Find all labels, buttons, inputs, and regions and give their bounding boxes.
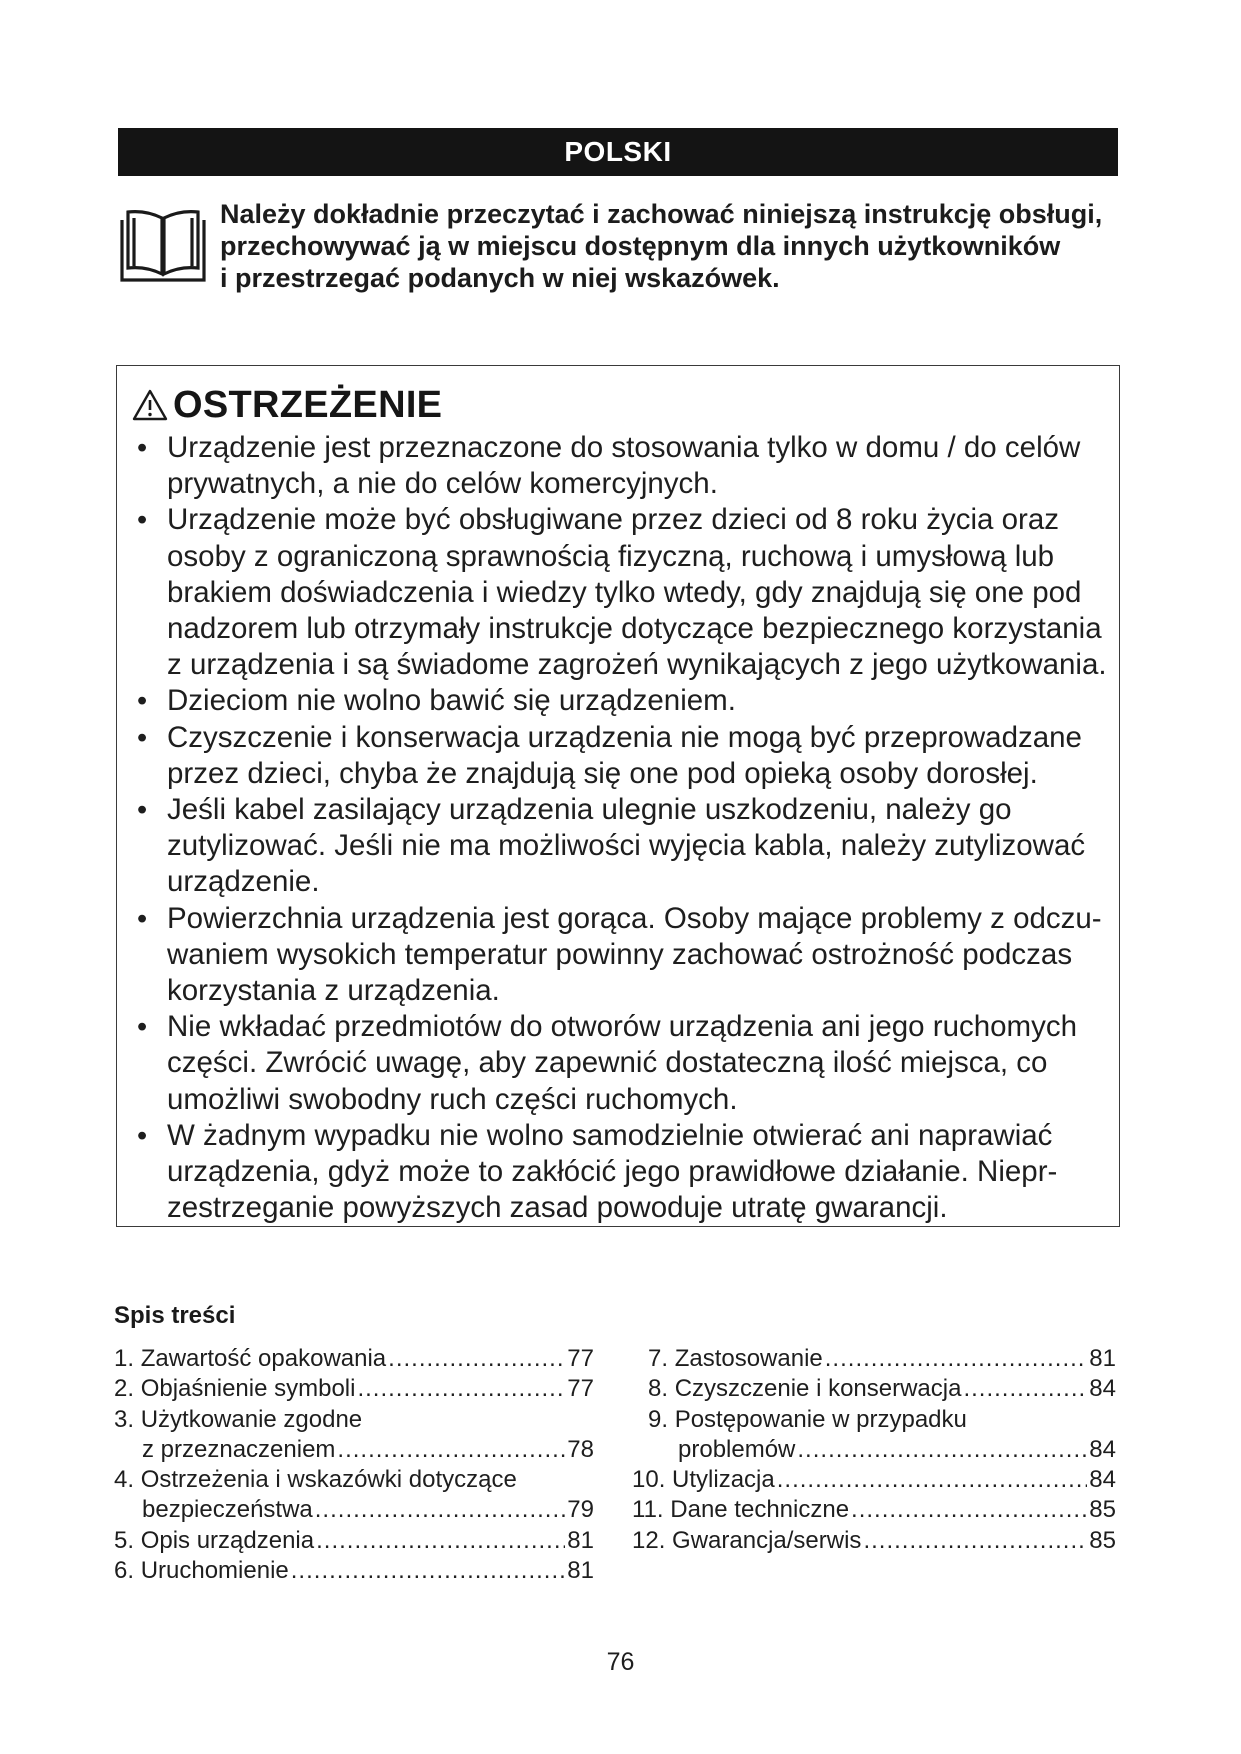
toc-column-right <box>632 1344 1116 1556</box>
warning-item: • Nie wkładać przedmiotów do otworów urządzenia ani jego ruchomych części. Zwrócić uwagę, aby zapewnić dostateczną ilość miejsca, co umożliwi swobodny ruch części ruchomych. <box>129 1009 1109 1118</box>
toc-entry <box>632 1495 1116 1525</box>
toc-label: Czyszczenie i konserwacja <box>674 1375 962 1403</box>
toc-label: Zastosowanie <box>674 1345 823 1372</box>
toc-page: 85 <box>1089 1496 1116 1524</box>
toc-entry <box>114 1344 594 1374</box>
toc-label: Opis urządzenia <box>140 1526 315 1554</box>
toc-page: 79 <box>567 1496 594 1524</box>
toc-title: Spis treści <box>114 1302 236 1329</box>
warning-item: • W żadnym wypadku nie wolno samodzielnie otwierać ani naprawiać urządzenia, gdyż może to zakłócić jego prawidłowe działanie. Niepr-zestrzeganie powyższych zasad powoduje utratę gwarancji. <box>129 1118 1109 1227</box>
toc-number: 2. <box>114 1375 135 1403</box>
toc-entry <box>632 1374 1116 1404</box>
toc-label: problemów <box>678 1435 796 1463</box>
toc-entry <box>114 1405 594 1435</box>
toc-number: 4. <box>114 1466 135 1494</box>
toc-page: 85 <box>1089 1526 1116 1554</box>
toc-page: 77 <box>567 1345 594 1372</box>
warning-box <box>116 365 1120 1227</box>
toc-number: 9. <box>648 1405 669 1433</box>
warning-title: OSTRZEŻENIE <box>173 383 443 426</box>
toc-column-left <box>114 1344 594 1586</box>
toc-label: Użytkowanie zgodne <box>140 1405 363 1433</box>
open-book-icon <box>118 206 208 286</box>
toc-page: 81 <box>1089 1345 1116 1372</box>
toc-entry <box>632 1465 1116 1495</box>
warning-list <box>129 430 1109 1226</box>
toc-entry <box>114 1465 594 1495</box>
page-number: 76 <box>606 1648 635 1676</box>
toc-number: 7. <box>648 1345 669 1372</box>
toc-label: Uruchomienie <box>140 1557 289 1585</box>
toc-page: 78 <box>567 1435 594 1463</box>
toc-page: 81 <box>567 1557 594 1585</box>
toc-entry <box>114 1374 594 1404</box>
warning-item: • Powierzchnia urządzenia jest gorąca. Osoby mające problemy z odczu-waniem wysokich temperatur powinny zachować ostrożność podczas korzystania z urządzenia. <box>129 901 1109 1010</box>
toc-label: Dane techniczne <box>670 1496 850 1524</box>
warning-item: • Dzieciom nie wolno bawić się urządzeniem. <box>129 683 1109 719</box>
language-header <box>118 128 1118 176</box>
intro-line: i przestrzegać podanych w niej wskazówek. <box>220 263 780 293</box>
toc-label: Postępowanie w przypadku <box>674 1405 967 1433</box>
toc-label: bezpieczeństwa <box>142 1496 313 1524</box>
toc-label: Ostrzeżenia i wskazówki dotyczące <box>140 1466 517 1494</box>
toc-number: 5. <box>114 1526 135 1554</box>
warning-item: • Urządzenie jest przeznaczone do stosowania tylko w domu / do celów prywatnych, a nie do celów komercyjnych. <box>129 430 1109 502</box>
toc-number: 10. <box>632 1466 666 1494</box>
warning-item: • Czyszczenie i konserwacja urządzenia nie mogą być przeprowadzane przez dzieci, chyba że znajdują się one pod opieką osoby dorosłej. <box>129 720 1109 792</box>
toc-number: 6. <box>114 1557 135 1585</box>
toc-entry <box>114 1556 594 1586</box>
intro-text <box>220 198 1130 294</box>
toc-entry <box>632 1344 1116 1374</box>
intro-line: Należy dokładnie przeczytać i zachować niniejszą instrukcję obsługi, <box>220 199 1103 229</box>
toc-entry-continuation <box>114 1435 594 1465</box>
toc-number: 11. <box>632 1496 664 1524</box>
toc-number: 3. <box>114 1405 135 1433</box>
toc-number: 8. <box>648 1375 669 1403</box>
language-label: POLSKI <box>564 136 672 167</box>
toc-page: 81 <box>567 1526 594 1554</box>
toc-label: Objaśnienie symboli <box>140 1375 356 1403</box>
warning-heading <box>131 380 442 430</box>
toc-entry <box>632 1405 1116 1435</box>
toc-label: Utylizacja <box>672 1466 775 1494</box>
toc-page: 84 <box>1089 1466 1116 1494</box>
toc-number: 12. <box>632 1526 666 1554</box>
warning-item: • Urządzenie może być obsługiwane przez dzieci od 8 roku życia oraz osoby z ograniczoną sprawnością fizyczną, ruchową i umysłową lub brakiem doświadczenia i wiedzy tylko wtedy, gdy znajdują się one pod nadzorem lub otrzymały instrukcje dotyczące bezpiecznego korzystania z urządzenia i są świadome zagrożeń wynikających z jego użytkowania. <box>129 502 1109 683</box>
toc-page: 84 <box>1089 1375 1116 1403</box>
toc-entry-continuation <box>114 1495 594 1525</box>
toc-entry-continuation <box>632 1435 1116 1465</box>
toc-page: 77 <box>567 1375 594 1403</box>
toc-label: Zawartość opakowania <box>140 1345 387 1372</box>
intro-line: przechowywać ją w miejscu dostępnym dla innych użytkowników <box>220 231 1061 261</box>
toc-entry <box>632 1526 1116 1556</box>
toc-number: 1. <box>114 1345 135 1372</box>
warning-item: • Jeśli kabel zasilający urządzenia ulegnie uszkodzeniu, należy go zutylizować. Jeśli nie ma możliwości wyjęcia kabla, należy zutylizować urządzenie. <box>129 792 1109 901</box>
warning-triangle-icon <box>131 388 169 422</box>
toc-entry <box>114 1526 594 1556</box>
toc-label: z przeznaczeniem <box>142 1435 336 1463</box>
toc-label: Gwarancja/serwis <box>672 1526 862 1554</box>
toc-page: 84 <box>1089 1435 1116 1463</box>
